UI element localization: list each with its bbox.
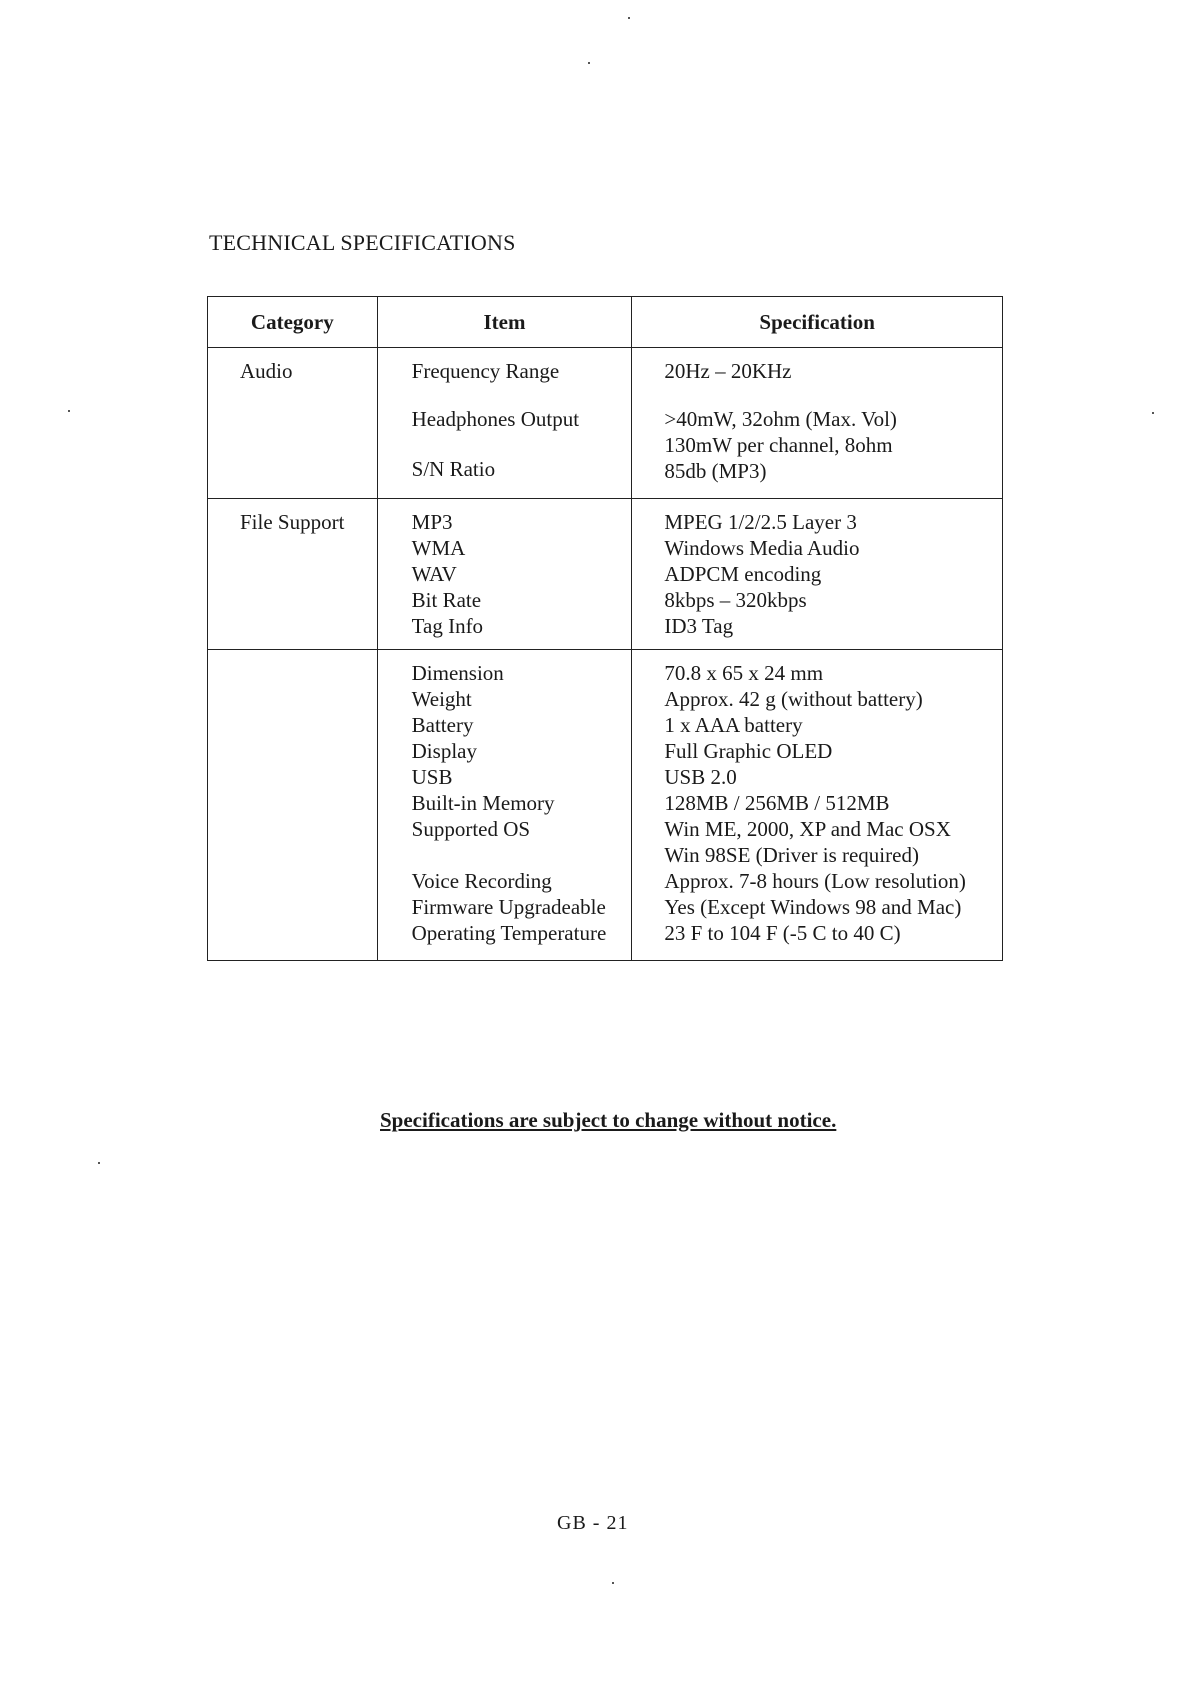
- item-cell: Frequency Range: [411, 359, 560, 383]
- spec-cell: 130mW per channel, 8ohm: [664, 433, 893, 457]
- spec-cell: 23 F to 104 F (-5 C to 40 C): [664, 921, 901, 945]
- spec-cell: 1 x AAA battery: [664, 713, 803, 737]
- item-cell: USB: [411, 765, 453, 789]
- item-cell: Bit Rate: [411, 588, 482, 612]
- spec-cell: MPEG 1/2/2.5 Layer 3: [664, 510, 857, 534]
- item-cell: WAV: [411, 562, 457, 586]
- spec-cell: Win ME, 2000, XP and Mac OSX: [664, 817, 951, 841]
- scan-speck: [98, 1162, 100, 1164]
- table-row-general: [208, 650, 1003, 961]
- item-cell: Battery: [411, 713, 474, 737]
- category-file-support: File Support: [208, 499, 378, 650]
- spec-cell: Approx. 42 g (without battery): [664, 687, 923, 711]
- header-category: Category: [208, 297, 378, 348]
- spec-cell: 128MB / 256MB / 512MB: [664, 791, 890, 815]
- item-cell: Voice Recording: [411, 869, 552, 893]
- table-header-row: [208, 297, 1003, 348]
- item-cell: WMA: [411, 536, 466, 560]
- page-heading: TECHNICAL SPECIFICATIONS: [209, 230, 516, 255]
- item-cell: S/N Ratio: [411, 457, 496, 481]
- specs-audio: [632, 348, 1003, 499]
- header-item: Item: [377, 297, 632, 348]
- table-row-audio: [208, 348, 1003, 499]
- spec-cell: ADPCM encoding: [664, 562, 822, 586]
- item-cell: Firmware Upgradeable: [411, 895, 606, 919]
- category-audio: Audio: [208, 348, 378, 499]
- spec-cell: >40mW, 32ohm (Max. Vol): [664, 407, 897, 431]
- scan-speck: [588, 62, 590, 64]
- spec-cell: 8kbps – 320kbps: [664, 588, 807, 612]
- item-cell: Display: [411, 739, 477, 763]
- item-cell: Headphones Output: [411, 407, 580, 431]
- spec-cell: USB 2.0: [664, 765, 737, 789]
- category-general: [208, 650, 378, 961]
- spec-cell: 70.8 x 65 x 24 mm: [664, 661, 824, 685]
- spec-cell: Windows Media Audio: [664, 536, 860, 560]
- item-cell: Operating Temperature: [411, 921, 607, 945]
- items-file-support: [377, 499, 632, 650]
- scan-speck: [68, 410, 70, 412]
- spec-cell: Yes (Except Windows 98 and Mac): [664, 895, 962, 919]
- items-general: [377, 650, 632, 961]
- item-cell: Supported OS: [411, 817, 531, 841]
- spec-cell: Approx. 7-8 hours (Low resolution): [664, 869, 966, 893]
- scan-speck: [612, 1582, 614, 1584]
- item-cell: Built-in Memory: [411, 791, 555, 815]
- spec-cell: ID3 Tag: [664, 614, 734, 638]
- spec-cell: 20Hz – 20KHz: [664, 359, 792, 383]
- header-specification: Specification: [632, 297, 1003, 348]
- item-cell: Dimension: [411, 661, 504, 685]
- spec-table: [207, 296, 1003, 961]
- items-audio: [377, 348, 632, 499]
- spec-cell: Win 98SE (Driver is required): [664, 843, 919, 867]
- item-cell: MP3: [411, 510, 453, 534]
- item-cell: Weight: [411, 687, 472, 711]
- item-cell: Tag Info: [411, 614, 484, 638]
- specs-file-support: [632, 499, 1003, 650]
- scan-speck: [1152, 412, 1154, 414]
- change-notice: Specifications are subject to change without notice.: [380, 1108, 837, 1132]
- page-number: GB - 21: [557, 1512, 629, 1534]
- scan-speck: [628, 17, 630, 19]
- spec-cell: Full Graphic OLED: [664, 739, 833, 763]
- specs-general: [632, 650, 1003, 961]
- table-row-file-support: [208, 499, 1003, 650]
- spec-cell: 85db (MP3): [664, 459, 767, 483]
